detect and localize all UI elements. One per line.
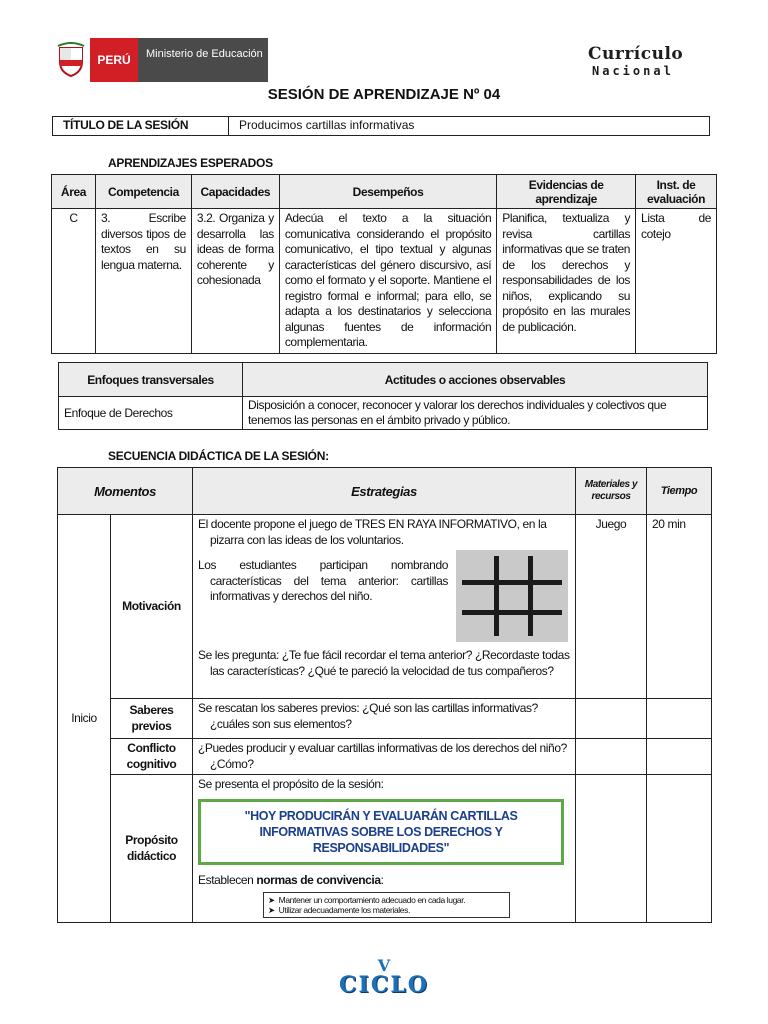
curriculo-line2: Nacional bbox=[592, 64, 674, 78]
proposito-material bbox=[576, 775, 647, 923]
norm-item: ➤ Mantener un comportamiento adecuado en cada lugar. bbox=[268, 895, 466, 905]
conflicto-time bbox=[647, 739, 712, 775]
phase-inicio: Inicio bbox=[58, 515, 111, 923]
norms-prefix: Establecen bbox=[198, 872, 254, 887]
motivacion-label: Motivación bbox=[111, 515, 193, 699]
header-desempenos: Desempeños bbox=[279, 175, 496, 209]
cell-area: C bbox=[52, 209, 96, 354]
minedu-logo bbox=[52, 38, 268, 82]
proposito-time bbox=[647, 775, 712, 923]
cell-capacidades: 3.2. Organiza y desarrolla las ideas de forma coherente y cohesionada bbox=[191, 209, 279, 354]
motivacion-material: Juego bbox=[576, 515, 647, 699]
sequence-table bbox=[57, 467, 712, 923]
saberes-material bbox=[576, 699, 647, 739]
session-title-label: TÍTULO DE LA SESIÓN bbox=[53, 117, 229, 136]
norms-bold: normas de convivencia bbox=[256, 872, 381, 887]
header-competencia: Competencia bbox=[95, 175, 191, 209]
ciclo-word: CICLO bbox=[339, 972, 429, 998]
proposito-label: Propósito didáctico bbox=[111, 775, 193, 923]
approach-table bbox=[58, 362, 708, 430]
header-enfoques: Enfoques transversales bbox=[59, 363, 243, 397]
peru-shield-icon bbox=[52, 38, 90, 82]
purpose-box: "HOY PRODUCIRÁN Y EVALUARÁN CARTILLAS INFORMATIVAS SOBRE LOS DERECHOS Y RESPONSABILIDADES" bbox=[198, 799, 564, 865]
curriculo-line1: Currículo bbox=[588, 44, 684, 64]
conflicto-label: Conflicto cognitivo bbox=[111, 739, 193, 775]
header-momentos: Momentos bbox=[58, 468, 193, 515]
proposito-intro: Se presenta el propósito de la sesión: bbox=[198, 777, 384, 791]
header-actitudes: Actitudes o acciones observables bbox=[243, 363, 708, 397]
proposito-strategy bbox=[193, 775, 576, 923]
session-title-value: Producimos cartillas informativas bbox=[229, 117, 710, 136]
conflicto-material bbox=[576, 739, 647, 775]
cell-desempenos: Adecúa el texto a la situación comunicativa considerando el propósito comunicativo, el tipo textual y algunas características del género discursivo, así como el formato y el soporte. Mantiene el registro formal e informal; para ello, se adapta a los destinatarios y selecciona algunas fuentes de información complementaria. bbox=[279, 209, 496, 354]
header-evidencias: Evidencias de aprendizaje bbox=[497, 175, 636, 209]
norm-item-text: Utilizar adecuadamente los materiales. bbox=[278, 905, 410, 915]
page-title: SESIÓN DE APRENDIZAJE Nº 04 bbox=[267, 86, 501, 103]
motivacion-text1: El docente propone el juego de TRES EN RAYA INFORMATIVO, en la pizarra con las ideas de los voluntarios. bbox=[198, 517, 547, 547]
cell-enfoque: Enfoque de Derechos bbox=[59, 397, 243, 430]
ministry-label: Ministerio de Educación bbox=[138, 38, 268, 82]
peru-label: PERÚ bbox=[90, 38, 138, 82]
header-instrumento: Inst. de evaluación bbox=[636, 175, 717, 209]
norm-item: ➤ Utilizar adecuadamente los materiales. bbox=[268, 905, 410, 915]
norm-item-text: Mantener un comportamiento adecuado en cada lugar. bbox=[278, 895, 466, 905]
cell-evidencias: Planifica, textualiza y revisa cartillas informativas que se traten de los derechos y responsabilidades de los niños, explicando su propósito en las murales de publicación. bbox=[497, 209, 636, 354]
learning-table bbox=[51, 174, 717, 354]
cell-actitudes: Disposición a conocer, reconocer y valorar los derechos individuales y colectivos que tenemos las personas en el ámbito privado y público. bbox=[243, 397, 708, 430]
norms-suffix: : bbox=[380, 872, 384, 887]
header-materiales: Materiales y recursos bbox=[576, 468, 647, 515]
motivacion-text2: Los estudiantes participan nombrando características del tema anterior: cartillas informativas y derechos del niño. bbox=[198, 558, 448, 603]
header-tiempo: Tiempo bbox=[647, 468, 712, 515]
ciclo-roman-numeral: V bbox=[377, 956, 391, 975]
cell-competencia: 3. Escribe diversos tipos de textos en su lengua materna. bbox=[95, 209, 191, 354]
sequence-label: SECUENCIA DIDÁCTICA DE LA SESIÓN: bbox=[108, 449, 329, 463]
session-title-table bbox=[52, 116, 710, 136]
header-area: Área bbox=[52, 175, 96, 209]
ciclo-logo bbox=[0, 956, 768, 998]
saberes-time bbox=[647, 699, 712, 739]
norms-intro bbox=[198, 873, 570, 889]
curriculo-nacional-logo bbox=[588, 44, 698, 78]
motivacion-text3: Se les pregunta: ¿Te fue fácil recordar el tema anterior? ¿Recordaste todas las características? ¿Qué te pareció la velocidad de tus compañeros? bbox=[198, 648, 570, 678]
saberes-text: Se rescatan los saberes previos: ¿Qué son las cartillas informativas? ¿cuáles son sus elementos? bbox=[193, 699, 576, 739]
cell-instrumento: Lista de cotejo bbox=[636, 209, 717, 354]
expected-learning-label: APRENDIZAJES ESPERADOS bbox=[108, 156, 273, 170]
norms-box bbox=[263, 892, 510, 918]
motivacion-strategy bbox=[193, 515, 576, 699]
saberes-label: Saberes previos bbox=[111, 699, 193, 739]
header-estrategias: Estrategias bbox=[193, 468, 576, 515]
header-capacidades: Capacidades bbox=[191, 175, 279, 209]
conflicto-text: ¿Puedes producir y evaluar cartillas informativas de los derechos del niño? ¿Cómo? bbox=[193, 739, 576, 775]
tic-tac-toe-image bbox=[456, 550, 568, 642]
motivacion-time: 20 min bbox=[647, 515, 712, 699]
